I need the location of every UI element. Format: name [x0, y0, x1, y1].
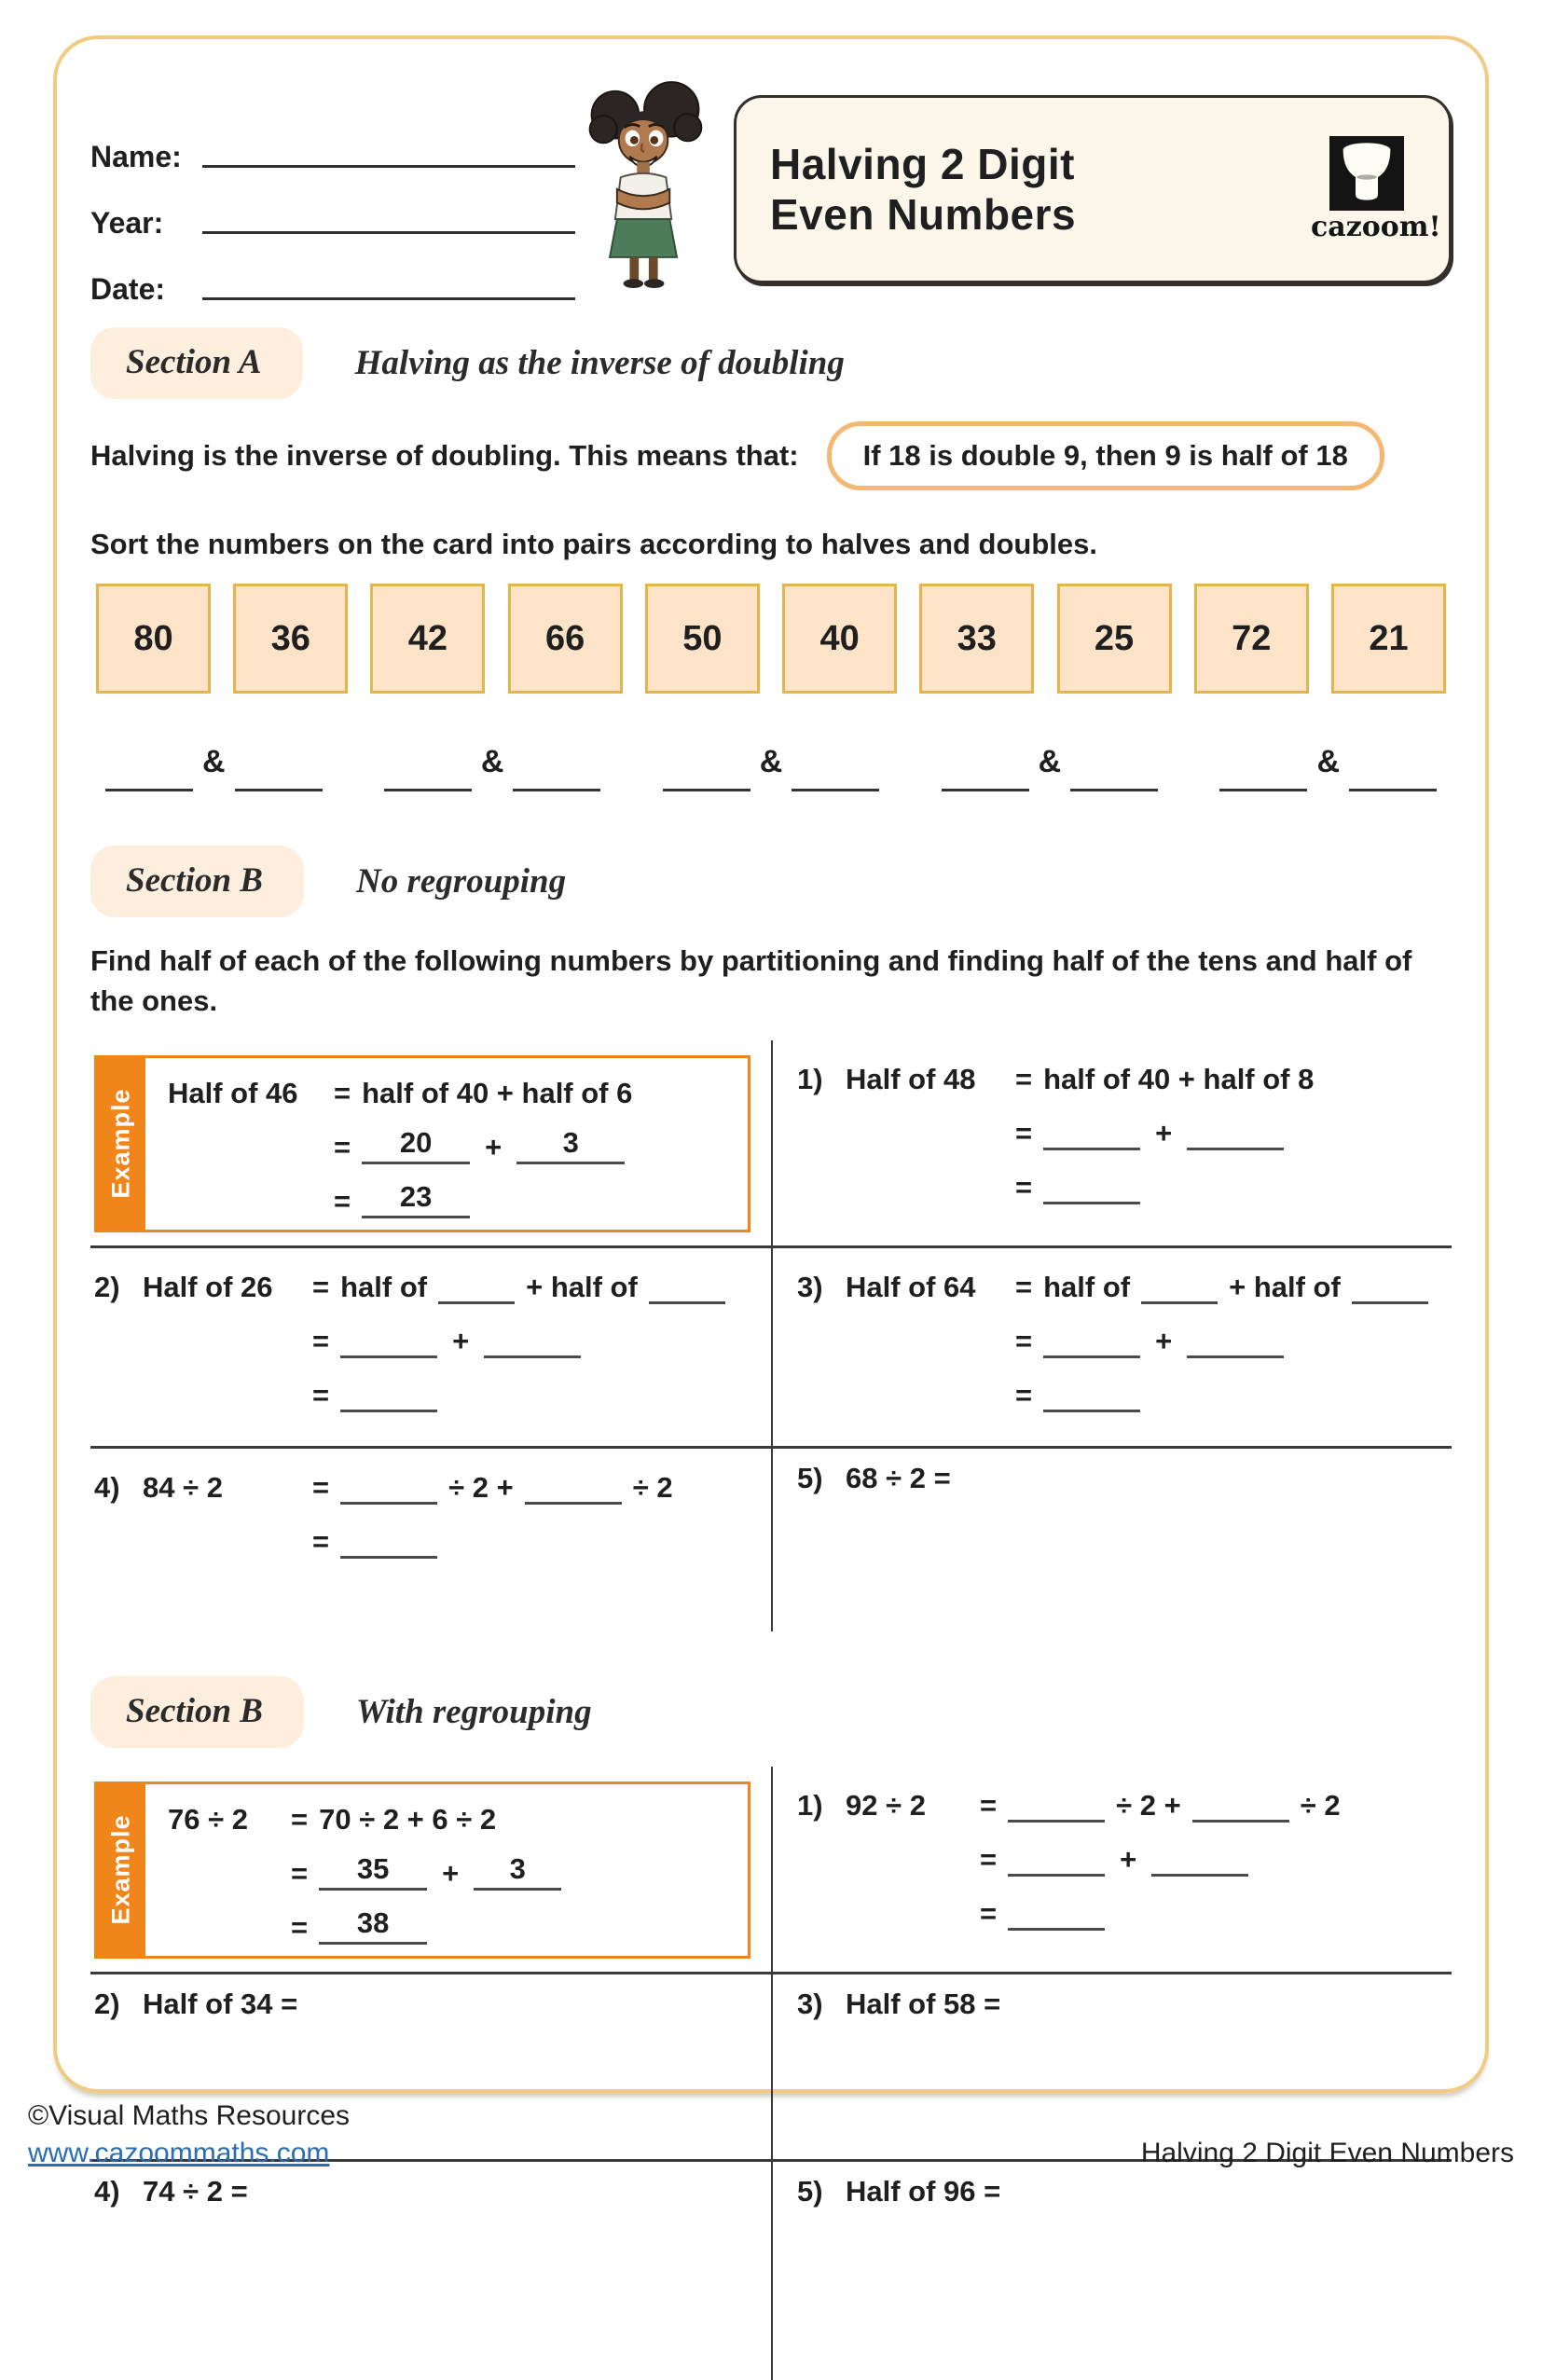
number-card: 25 — [1057, 584, 1172, 694]
answer-blank — [1008, 1788, 1105, 1823]
student-fields — [90, 86, 575, 307]
answer-blank — [384, 755, 472, 791]
answer-blank — [438, 1270, 515, 1304]
pair-blanks — [384, 744, 601, 791]
cazoom-logo — [1311, 136, 1441, 243]
equation-line: 2) Half of 26 = half of + half of — [94, 1263, 764, 1304]
answer-blank — [792, 755, 879, 791]
problem-b1-4 — [90, 1446, 771, 1631]
number-card: 21 — [1331, 584, 1446, 694]
equation-line: = + — [797, 1317, 1444, 1358]
number-card: 42 — [370, 584, 485, 694]
equation-line: = + — [94, 1317, 764, 1358]
answer-blank — [1187, 1324, 1284, 1358]
pairs-row — [90, 744, 1452, 791]
answer-blank — [1349, 755, 1437, 791]
callout-box: If 18 is double 9, then 9 is half of 18 — [827, 421, 1384, 490]
filled-answer: 3 — [474, 1852, 561, 1891]
equation-line: = 38 — [168, 1904, 740, 1945]
equation-line: 4) 74 ÷ 2 = — [94, 2174, 248, 2208]
problem-b2-1 — [771, 1767, 1452, 1972]
pair-blanks — [663, 744, 880, 791]
section-a-header — [90, 327, 1452, 399]
filled-answer: 35 — [319, 1852, 427, 1891]
name-field — [90, 108, 575, 174]
year-label: Year: — [90, 206, 164, 240]
example-box — [94, 1782, 750, 1959]
answer-blank — [340, 1378, 437, 1412]
equation-line: 5) Half of 96 = — [797, 2174, 1001, 2208]
answer-blank — [1192, 1788, 1289, 1823]
equation-line: 3) Half of 64 = half of + half of — [797, 1263, 1444, 1304]
equation-line: = 20 + 3 — [168, 1123, 740, 1164]
number-card: 72 — [1194, 584, 1309, 694]
answer-blank — [1141, 1270, 1218, 1304]
header — [90, 86, 1452, 307]
page-title-line2: Even Numbers — [770, 190, 1077, 239]
number-card: 66 — [508, 584, 623, 694]
answer-blank — [525, 1470, 622, 1505]
section-b1-header — [90, 846, 1452, 917]
girl-cartoon-icon — [577, 80, 713, 293]
equation-line: = — [797, 1890, 1444, 1931]
answer-blank — [942, 755, 1029, 791]
ampersand: & — [1316, 744, 1340, 779]
number-card: 40 — [782, 584, 897, 694]
number-cards-row — [90, 584, 1452, 694]
example-cell — [90, 1040, 771, 1245]
answer-blank — [1008, 1842, 1105, 1877]
footer-left — [28, 2100, 350, 2169]
answer-blank — [649, 1270, 725, 1304]
problem-b1-2 — [90, 1245, 771, 1446]
section-b1-problem-grid — [90, 1040, 1452, 1631]
answer-blank — [1187, 1116, 1284, 1150]
name-blank-line — [202, 165, 575, 168]
example-body — [145, 1784, 748, 1956]
title-box — [734, 95, 1452, 283]
sort-instruction: Sort the numbers on the card into pairs according to halves and doubles. — [90, 528, 1098, 560]
equation-line: = — [94, 1371, 764, 1412]
answer-blank — [1151, 1842, 1248, 1877]
answer-blank — [105, 755, 193, 791]
equation-line: = — [797, 1371, 1444, 1412]
ampersand: & — [480, 744, 504, 779]
pair-blanks — [942, 744, 1159, 791]
pair-blanks — [1219, 744, 1437, 791]
page-title — [770, 139, 1311, 241]
example-body — [145, 1058, 748, 1230]
copyright-text: ©Visual Maths Resources — [28, 2100, 351, 2131]
year-field — [90, 174, 575, 241]
answer-blank — [513, 755, 600, 791]
number-card: 50 — [645, 584, 760, 694]
answer-blank — [1008, 1896, 1105, 1931]
equation-line: = 23 — [168, 1177, 740, 1218]
equation-line: 5) 68 ÷ 2 = — [797, 1461, 951, 1494]
footer-doc-title: Halving 2 Digit Even Numbers — [1140, 2138, 1514, 2168]
equation-line: = + — [797, 1836, 1444, 1877]
filled-answer: 20 — [362, 1126, 470, 1164]
answer-blank — [1043, 1378, 1140, 1412]
equation-line: = 35 + 3 — [168, 1850, 740, 1891]
problem-b1-1 — [771, 1040, 1452, 1245]
equation-line: 3) Half of 58 = — [797, 1987, 1001, 2020]
answer-blank — [1070, 755, 1158, 791]
pair-blanks — [105, 744, 323, 791]
section-b2-title: With regrouping — [356, 1692, 592, 1731]
answer-blank — [340, 1524, 437, 1559]
example-cell — [90, 1767, 771, 1972]
number-card: 33 — [919, 584, 1034, 694]
section-a-pill: Section A — [90, 327, 303, 399]
answer-blank — [1043, 1170, 1140, 1204]
answer-blank — [340, 1470, 437, 1505]
date-label: Date: — [90, 272, 166, 306]
ampersand: & — [1038, 744, 1062, 779]
year-blank-line — [202, 231, 575, 234]
problem-b2-4 — [90, 2159, 771, 2380]
website-link[interactable]: www.cazoommaths.com — [28, 2138, 330, 2168]
footer — [28, 2100, 1514, 2169]
equation-line: = + — [797, 1109, 1444, 1150]
intro-text: Halving is the inverse of doubling. This means that: — [90, 439, 799, 472]
answer-blank — [1043, 1116, 1140, 1150]
equation-line: 1) Half of 48 = half of 40 + half of 8 — [797, 1062, 1315, 1095]
equation-line: Half of 46 = half of 40 + half of 6 — [168, 1076, 633, 1109]
number-card: 80 — [96, 584, 211, 694]
answer-blank — [235, 755, 323, 791]
equation-line: 76 ÷ 2 = 70 ÷ 2 + 6 ÷ 2 — [168, 1802, 497, 1836]
section-b1-title: No regrouping — [356, 862, 567, 901]
section-a-intro-row — [90, 421, 1452, 490]
problem-b1-3 — [771, 1245, 1452, 1446]
equation-line: = — [94, 1518, 764, 1559]
problem-b1-5 — [771, 1446, 1452, 1631]
equation-line: 2) Half of 34 = — [94, 1987, 298, 2020]
filled-answer: 3 — [516, 1126, 625, 1164]
section-a-title: Halving as the inverse of doubling — [354, 344, 845, 382]
section-b2-problem-grid — [90, 1767, 1452, 2380]
date-blank-line — [202, 297, 575, 300]
name-label: Name: — [90, 140, 182, 173]
example-box — [94, 1055, 750, 1232]
answer-blank — [663, 755, 750, 791]
section-b2-pill: Section B — [90, 1676, 304, 1748]
equation-line: = — [797, 1163, 1444, 1204]
date-field — [90, 241, 575, 307]
page-title-line1: Halving 2 Digit — [770, 139, 1075, 188]
student-illustration — [577, 80, 713, 307]
section-b1-instruction: Find half of each of the following numbers by partitioning and finding half of the tens and half of the ones. — [90, 944, 1412, 1017]
section-b1-pill: Section B — [90, 846, 304, 917]
ampersand: & — [202, 744, 226, 779]
answer-blank — [1043, 1324, 1140, 1358]
filled-answer: 23 — [362, 1180, 470, 1218]
equation-line: 4) 84 ÷ 2 = ÷ 2 + ÷ 2 — [94, 1470, 673, 1504]
problem-b2-5 — [771, 2159, 1452, 2380]
answer-blank — [484, 1324, 581, 1358]
number-card: 36 — [233, 584, 348, 694]
answer-blank — [1352, 1270, 1428, 1304]
equation-line: 1) 92 ÷ 2 = ÷ 2 + ÷ 2 — [797, 1788, 1341, 1822]
filled-answer: 38 — [319, 1906, 427, 1945]
logo-wordmark: cazoom! — [1311, 210, 1441, 243]
example-tab: Example — [97, 1784, 145, 1956]
example-tab: Example — [97, 1058, 145, 1230]
section-b2-header — [90, 1676, 1452, 1748]
answer-blank — [1219, 755, 1307, 791]
ampersand: & — [759, 744, 783, 779]
drum-icon — [1329, 136, 1404, 211]
answer-blank — [340, 1324, 437, 1358]
